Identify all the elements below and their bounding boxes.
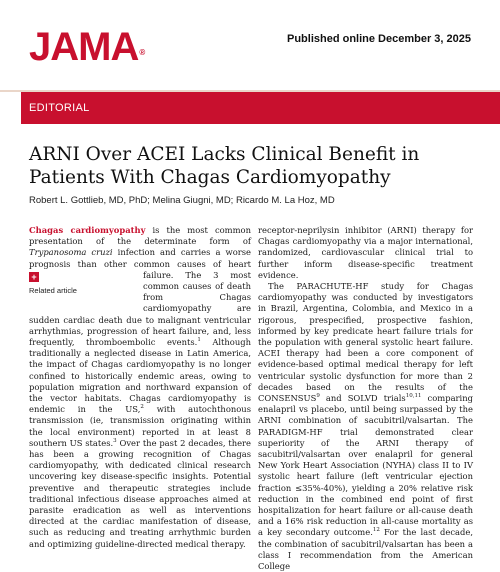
body-column-right [258, 225, 473, 572]
section-bar [21, 92, 500, 124]
journal-logo [29, 27, 145, 67]
text-run: For the last decade, the combination of sacubitril/valsartan has been a class I recommendation from the American College [258, 527, 473, 572]
term-link[interactable]: Chagas cardiomyopathy [29, 225, 146, 235]
reference-mark[interactable]: 9 [316, 393, 320, 400]
text-run: with autochthonous transmission (ie, transmission originating within the local environment) reported in at least 8 southern US states. [29, 404, 251, 448]
text-run: and SOLVD trials [319, 393, 406, 404]
plus-icon: + [29, 272, 39, 282]
text-run: comparing enalapril vs placebo, until being surpassed by the ARNI combination of sacubitril/valsartan. The PARADIGM-HF trial demonstrated clear superiority of the ARNI therapy of sacubitril/valsartan over enalapril for general New York Heart Association (NYHA) class II to IV systolic heart failure (left ventricular ejection fraction ≤35%-40%), yielding a 20% relative risk reduction in the combined end point of first hospitalization for heart failure or all-cause death and a 16% risk reduction in all-cause mortality as a key secondary outcome. [258, 393, 473, 538]
publication-date: Published online December 3, 2025 [286, 33, 471, 45]
reference-mark[interactable]: 10,11 [405, 393, 422, 400]
related-article-box[interactable] [29, 272, 141, 312]
text-run: is the most common presentation of the determinate form of [29, 225, 251, 247]
text-run: Although traditionally a neglected disease in Latin America, the impact of Chagas cardiomyopathy is no longer confined to historically endemic areas, owing to population migration and northward expansion of the vector habitats. Chagas cardiomyopathy is endemic in the US, [29, 337, 251, 415]
continued-paragraph: receptor-neprilysin inhibitor (ARNI) therapy for Chagas cardiomyopathy via a major international, randomized, cardiovascular clinical trial to further inform disease-specific treatment evidence. [258, 225, 473, 280]
reference-mark[interactable]: 2 [140, 404, 144, 411]
parachute-paragraph [258, 281, 473, 572]
text-run: Over the past 2 decades, there has been a growing recognition of Chagas cardiomyopathy, with dedicated clinical research uncovering key disease-specific insights. Potential preventive and therapeutic strategies include traditional infectious disease approaches aimed at parasite eradication as well as interventions directed at the cardiac manifestation of disease, such as reducing and treating arrhythmic burden and optimizing guideline-directed medical therapy. [29, 437, 252, 549]
related-article-label: Related article [29, 286, 77, 295]
author-list: Robert L. Gottlieb, MD, PhD; Melina Giugni, MD; Ricardo M. La Hoz, MD [29, 195, 335, 206]
section-label: EDITORIAL [29, 102, 90, 114]
registered-mark: ® [139, 48, 146, 57]
logo-text: JAMA [29, 25, 139, 69]
article-title: ARNI Over ACEI Lacks Clinical Benefit in Patients With Chagas Cardiomyopathy [29, 144, 420, 188]
species-name: Trypanosoma cruzi [29, 247, 113, 258]
reference-mark[interactable]: 1 [197, 337, 201, 344]
reference-mark[interactable]: 3 [113, 438, 117, 445]
text-run: infection and carries a worse prognosis than other common causes of heart failure. The 3 most common causes of death from Chagas cardiomyopathy are sudden cardiac death due to malignant ventricular arrhythmias, progression of heart failure, and, less frequently, thromboembolic events. [29, 247, 251, 348]
text-run: The PARACHUTE-HF study for Chagas cardiomyopathy was conducted by investigators in Brazil, Argentina, Colombia, and Mexico in a rigorous, prespecified, prospective fashion, informed by key predicate heart failure trials for the population with general systolic heart failure. ACEI therapy had been a core component of evidence-based optimal medical therapy for left ventricular systolic dysfunction for more than 2 decades based on the results of the CONSENSUS [258, 281, 473, 404]
reference-mark[interactable]: 12 [372, 527, 380, 534]
